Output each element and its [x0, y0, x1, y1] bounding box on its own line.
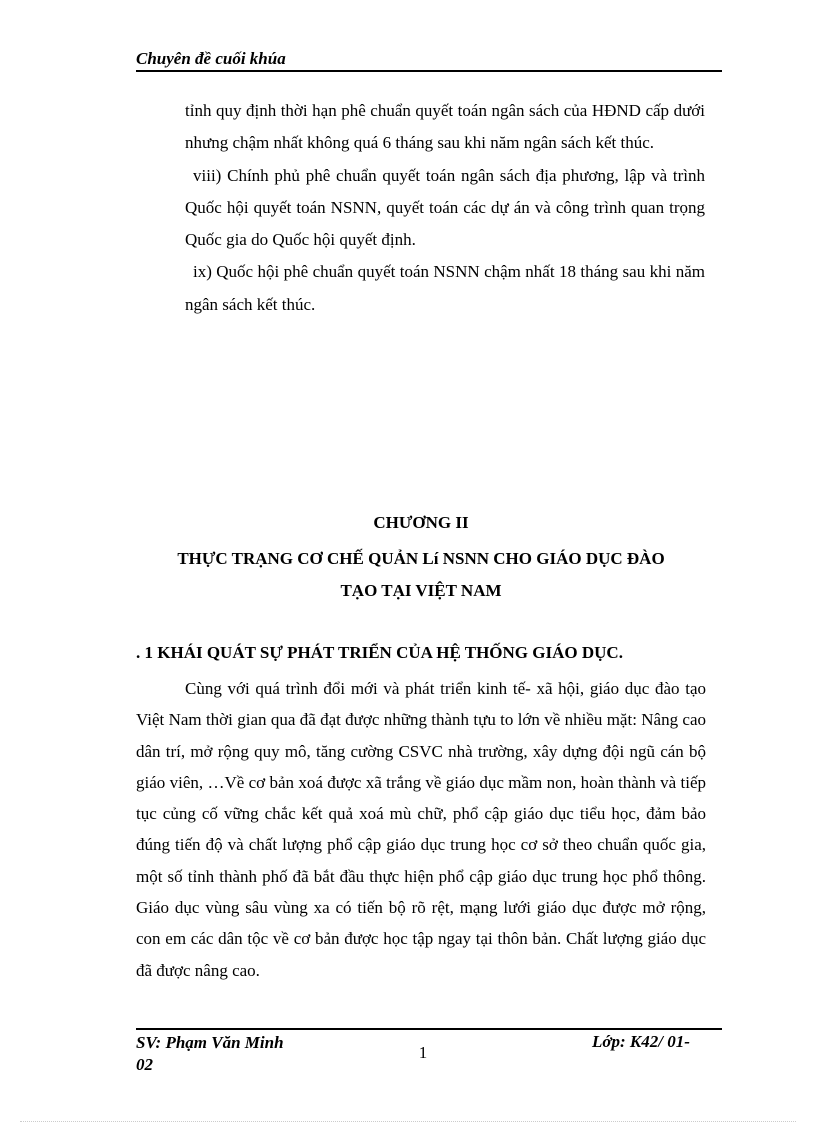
header-divider — [136, 70, 722, 72]
footer-class: Lớp: K42/ 01- — [592, 1032, 690, 1051]
continued-paragraph: tỉnh quy định thời hạn phê chuẩn quyết toán ngân sách của HĐND cấp dưới nhưng chậm nhất không quá 6 tháng sau khi năm ngân sách kết thúc. — [185, 101, 705, 153]
chapter-label: CHƯƠNG II — [373, 513, 469, 532]
page-edge — [20, 1121, 796, 1122]
item-viii-paragraph: viii) Chính phủ phê chuẩn quyết toán ngân sách địa phương, lập và trình Quốc hội quyết toán NSNN, quyết toán các dự án và công trình quan trọng Quốc gia do Quốc hội quyết định. — [185, 165, 705, 250]
item-ix-paragraph: ix) Quốc hội phê chuẩn quyết toán NSNN chậm nhất 18 tháng sau khi năm ngân sách kết thúc. — [185, 262, 705, 314]
page-number: 1 — [418, 1043, 428, 1062]
chapter-title-line-1: THỰC TRẠNG CƠ CHẾ QUẢN Lí NSNN CHO GIÁO DỤC ĐÀO — [177, 549, 665, 568]
footer-student — [136, 1032, 336, 1076]
body-text — [185, 95, 705, 321]
section-paragraph: Cùng với quá trình đổi mới và phát triển kinh tế- xã hội, giáo dục đào tạo Việt Nam thời gian qua đã đạt được những thành tựu to lớn về nhiều mặt: Nâng cao dân trí, mở rộng quy mô, tăng cường CSVC nhà trường, xây dựng đội ngũ cán bộ giáo viên, …Về cơ bản xoá được xã trắng về giáo dục mầm non, hoàn thành và tiếp tục củng cố vững chắc kết quả xoá mù chữ, phổ cập giáo dục tiểu học, đảm bảo đúng tiến độ và chất lượng phổ cập giáo dục trung học cơ sở theo chuẩn quốc gia, một số tỉnh thành phố đã bắt đầu thực hiện phổ cập giáo dục trung học phổ thông. Giáo dục vùng sâu vùng xa có tiến bộ rõ rệt, mạng lưới giáo dục được mở rộng, con em các dân tộc về cơ bản được học tập ngay tại thôn bản. Chất lượng giáo dục đã được nâng cao. — [136, 679, 706, 980]
footer-divider — [136, 1028, 722, 1030]
header-title: Chuyên đề cuối khúa — [136, 49, 286, 68]
chapter-title-line-2: TẠO TẠI VIỆT NAM — [340, 581, 502, 600]
chapter-title — [136, 543, 706, 607]
section-heading: . 1 KHÁI QUÁT SỰ PHÁT TRIỂN CỦA HỆ THỐNG GIÁO DỤC. — [136, 643, 623, 662]
footer-student-line-2: 02 — [136, 1055, 153, 1074]
footer-student-name: SV: Phạm Văn Minh — [136, 1033, 284, 1052]
